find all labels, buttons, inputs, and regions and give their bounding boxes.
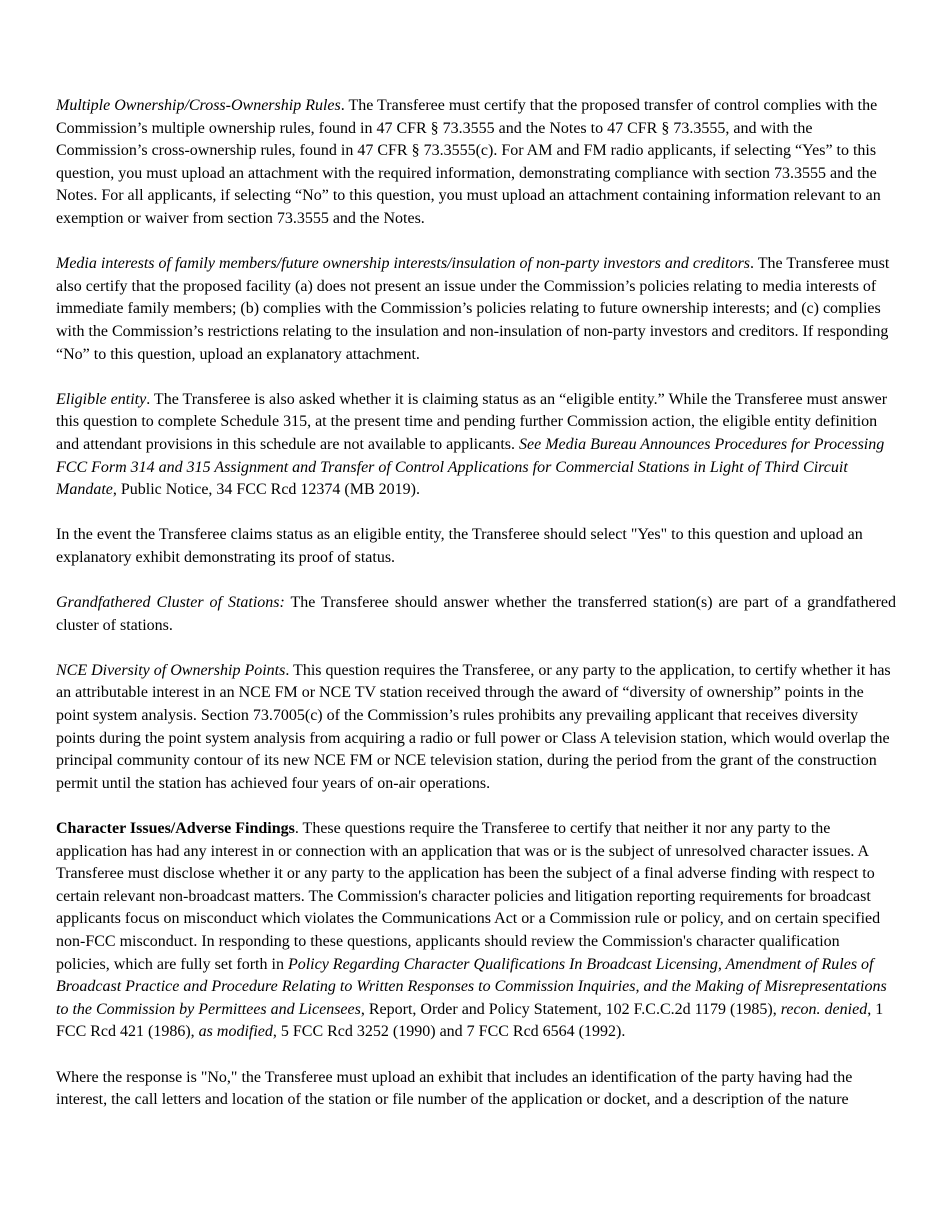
heading-grandfathered-cluster: Grandfathered Cluster of Stations:	[56, 594, 285, 612]
citation-media-bureau: See Media Bureau Announces Procedures for Processing FCC Form 314 and 315 Assignment and Transfer of Control Applications for Commercial Stations in Light of Third Circuit Mandate	[56, 435, 885, 499]
body-response-no: Where the response is "No," the Transferee must upload an exhibit that includes an identification of the party having had the interest, the call letters and location of the station or file number of the application or docket, and a description of the nature	[56, 1068, 853, 1109]
paragraph-media-interests	[56, 253, 896, 366]
paragraph-grandfathered-cluster	[56, 592, 896, 637]
heading-media-interests: Media interests of family members/future ownership interests/insulation of non-party investors and creditors	[56, 255, 751, 273]
citation-public-notice: , Public Notice, 34 FCC Rcd 12374 (MB 2019).	[112, 481, 420, 499]
heading-multiple-ownership: Multiple Ownership/Cross-Ownership Rules	[56, 97, 341, 114]
paragraph-eligible-entity	[56, 389, 896, 502]
body-media-interests: . The Transferee must also certify that the proposed facility (a) does not present an issue under the Commission’s policies relating to media interests of immediate family members; (b) complies with the Commission’s policies relating to future ownership interests; and (c) complies with the Commission’s restrictions relating to the insulation and non-insulation of non-party investors and creditors. If responding “No” to this question, upload an explanatory attachment.	[56, 255, 890, 363]
recon-citation: , 1 FCC Rcd 421 (1986),	[56, 1000, 884, 1041]
body-nce-diversity: . This question requires the Transferee, or any party to the application, to certify whether it has an attributable interest in an NCE FM or NCE TV station received through the award of “diversity of ownership” points in the point system analysis. Section 73.7005(c) of the Commission’s rules prohibits any prevailing applicant that receives diversity points during the point system analysis from acquiring a radio or full power or Class A television station, which would overlap the principal community contour of its new NCE FM or NCE television station, during the period from the grant of the construction permit until the station has achieved four years of on-air operations.	[56, 661, 891, 792]
paragraph-eligible-entity-status	[56, 524, 896, 569]
heading-nce-diversity: NCE Diversity of Ownership Points	[56, 661, 286, 679]
paragraph-nce-diversity	[56, 660, 896, 796]
recon-denied: recon. denied	[780, 1000, 868, 1018]
modified-citation: , 5 FCC Rcd 3252 (1990) and 7 FCC Rcd 6564 (1992).	[272, 1023, 626, 1041]
body-multiple-ownership: . The Transferee must certify that the proposed transfer of control complies with the Commission’s multiple ownership rules, found in 47 CFR § 73.3555 and the Notes to 47 CFR § 73.3555, and with the Commission’s cross-ownership rules, found in 47 CFR § 73.3555(c). For AM and FM radio applicants, if selecting “Yes” to this question, you must upload an attachment with the required information, demonstrating compliance with section 73.3555 and the Notes. For all applicants, if selecting “No” to this question, you must upload an attachment containing information relevant to an exemption or waiver from section 73.3555 and the Notes.	[56, 97, 881, 227]
body-character-issues: . These questions require the Transferee to certify that neither it nor any party to the application has had any interest in or connection with an application that was or is the subject of unresolved character issues. A Transferee must disclose whether it or any party to the application has been the subject of a final adverse finding with respect to certain relevant non-broadcast matters. The Commission's character policies and litigation reporting requirements for broadcast applicants focus on misconduct which violates the Communications Act or a Commission rule or policy, and on certain specified non-FCC misconduct. In responding to these questions, applicants should review the Commission's character qualification policies, which are fully set forth in	[56, 820, 881, 973]
paragraph-character-issues	[56, 818, 896, 1044]
policy-title: Policy Regarding Character Qualifications In Broadcast Licensing, Amendment of Rules of Broadcast Practice and Procedure Relating to Written Responses to Commission Inquiries, and the Making of Misrepresentations to the Commission by Permittees and Licensees	[56, 955, 887, 1018]
as-modified: as modified	[198, 1023, 273, 1041]
report-citation: , Report, Order and Policy Statement, 102 F.C.C.2d 1179 (1985),	[360, 1000, 781, 1018]
heading-character-issues: Character Issues/Adverse Findings	[56, 820, 295, 837]
document-page	[56, 95, 896, 1134]
paragraph-multiple-ownership	[56, 95, 896, 231]
heading-eligible-entity: Eligible entity	[56, 390, 147, 408]
body-grandfathered-cluster: The Transferee should answer whether the transferred station(s) are part of a grandfathered cluster of stations.	[56, 594, 896, 634]
body-eligible-entity-status: In the event the Transferee claims status as an eligible entity, the Transferee should select "Yes" to this question and upload an explanatory exhibit demonstrating its proof of status.	[56, 526, 863, 566]
paragraph-response-no	[56, 1067, 896, 1112]
body-eligible-entity: . The Transferee is also asked whether it is claiming status as an “eligible entity.” While the Transferee must answer this question to complete Schedule 315, at the present time and pending further Commission action, the eligible entity definition and attendant provisions in this schedule are not available to applicants.	[56, 390, 888, 453]
